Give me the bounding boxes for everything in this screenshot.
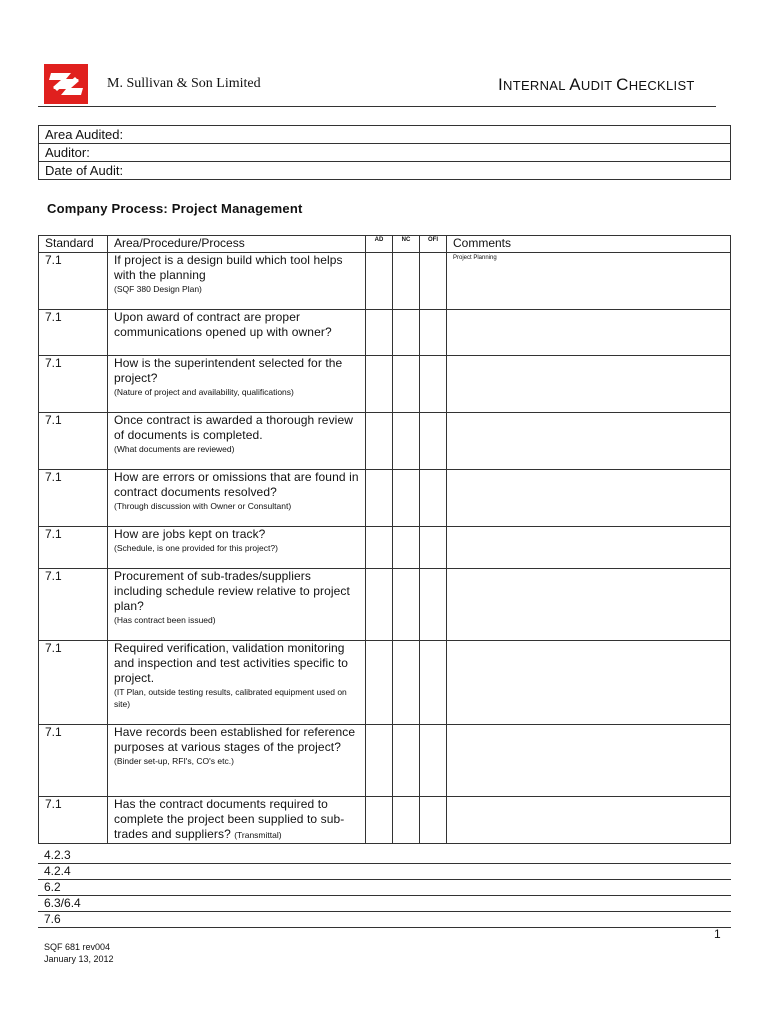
question-text: Has the contract documents required to complete the project been supplied to sub-trades and suppliers? [114, 797, 345, 841]
table-row [39, 527, 731, 569]
title-part: C [616, 75, 629, 94]
ofi-checkbox[interactable] [420, 356, 447, 413]
question-text: How are jobs kept on track? [114, 527, 266, 541]
header-ofi: OFI [420, 236, 447, 253]
page-number: 1 [714, 927, 721, 941]
standard-cell: 7.1 [39, 641, 108, 725]
ad-checkbox[interactable] [366, 725, 393, 797]
standard-cell: 7.1 [39, 310, 108, 356]
standard-cell: 7.1 [39, 797, 108, 844]
ad-checkbox[interactable] [366, 413, 393, 470]
auditor-field[interactable]: Auditor: [39, 144, 731, 162]
question-note: (Through discussion with Owner or Consultant) [114, 501, 292, 511]
standard-cell: 7.1 [39, 470, 108, 527]
nc-checkbox[interactable] [393, 310, 420, 356]
standard-cell: 7.1 [39, 253, 108, 310]
comment-cell[interactable] [447, 470, 731, 527]
ofi-checkbox[interactable] [420, 470, 447, 527]
question-note: (IT Plan, outside testing results, calibrated equipment used on site) [114, 687, 347, 709]
header-rule [38, 106, 716, 107]
comment-cell[interactable]: Project Planning [447, 253, 731, 310]
standard-cell: 7.1 [39, 527, 108, 569]
table-row [39, 413, 731, 470]
comment-cell[interactable] [447, 356, 731, 413]
company-name: M. Sullivan & Son Limited [107, 76, 261, 91]
title-part: A [569, 75, 581, 94]
ad-checkbox[interactable] [366, 527, 393, 569]
ofi-checkbox[interactable] [420, 527, 447, 569]
ofi-checkbox[interactable] [420, 413, 447, 470]
ofi-checkbox[interactable] [420, 310, 447, 356]
reference-item: 6.2 [38, 880, 731, 896]
table-row [39, 641, 731, 725]
ofi-checkbox[interactable] [420, 641, 447, 725]
question-text: Procurement of sub-trades/suppliers including schedule review relative to project plan? [114, 569, 350, 613]
title-part: HECKLIST [628, 78, 695, 93]
question-text: Required verification, validation monitoring and inspection and test activities specific to project. [114, 641, 349, 685]
area-audited-field[interactable]: Area Audited: [39, 126, 731, 144]
question-note: (Has contract been issued) [114, 615, 216, 625]
form-number: SQF 681 rev004 [44, 942, 111, 952]
table-row [39, 725, 731, 797]
comment-cell[interactable] [447, 569, 731, 641]
nc-checkbox[interactable] [393, 725, 420, 797]
nc-checkbox[interactable] [393, 797, 420, 844]
standard-cell: 7.1 [39, 569, 108, 641]
header-area: Area/Procedure/Process [108, 236, 366, 253]
question-note: (Nature of project and availability, qualifications) [114, 387, 294, 397]
ofi-checkbox[interactable] [420, 797, 447, 844]
ad-checkbox[interactable] [366, 797, 393, 844]
nc-checkbox[interactable] [393, 413, 420, 470]
question-note: (Schedule, is one provided for this project?) [114, 543, 278, 553]
standard-cell: 7.1 [39, 356, 108, 413]
table-row [39, 569, 731, 641]
nc-checkbox[interactable] [393, 569, 420, 641]
checklist-table [38, 235, 731, 844]
title-part: I [498, 75, 504, 94]
standard-cell: 7.1 [39, 413, 108, 470]
date-of-audit-field[interactable]: Date of Audit: [39, 162, 731, 180]
question-text: Upon award of contract are proper communications opened up with owner? [114, 310, 332, 339]
nc-checkbox[interactable] [393, 253, 420, 310]
nc-checkbox[interactable] [393, 356, 420, 413]
comment-cell[interactable] [447, 413, 731, 470]
table-row [39, 356, 731, 413]
question-text: How is the superintendent selected for the project? [114, 356, 343, 385]
ofi-checkbox[interactable] [420, 253, 447, 310]
ofi-checkbox[interactable] [420, 725, 447, 797]
reference-item: 6.3/6.4 [38, 896, 731, 912]
nc-checkbox[interactable] [393, 527, 420, 569]
ofi-checkbox[interactable] [420, 569, 447, 641]
title-part: UDIT [580, 78, 617, 93]
header-comments: Comments [447, 236, 731, 253]
table-row [39, 253, 731, 310]
ad-checkbox[interactable] [366, 253, 393, 310]
ad-checkbox[interactable] [366, 569, 393, 641]
ad-checkbox[interactable] [366, 356, 393, 413]
question-note: (What documents are reviewed) [114, 444, 235, 454]
ad-checkbox[interactable] [366, 310, 393, 356]
process-title: Company Process: Project Management [47, 201, 303, 216]
reference-list [38, 848, 731, 928]
table-row [39, 470, 731, 527]
nc-checkbox[interactable] [393, 641, 420, 725]
question-text: Have records been established for reference purposes at various stages of the project? [114, 725, 356, 754]
question-text: How are errors or omissions that are found in contract documents resolved? [114, 470, 359, 499]
header-nc: NC [393, 236, 420, 253]
footer [44, 941, 114, 965]
table-row [39, 797, 731, 844]
company-logo [44, 64, 88, 104]
header-standard: Standard [39, 236, 108, 253]
standard-cell: 7.1 [39, 725, 108, 797]
header-ad: AD [366, 236, 393, 253]
audit-info-table [38, 125, 731, 180]
ad-checkbox[interactable] [366, 470, 393, 527]
reference-item: 7.6 [38, 912, 731, 928]
document-title [498, 75, 695, 95]
question-note: (SQF 380 Design Plan) [114, 284, 202, 294]
question-text: If project is a design build which tool helps with the planning [114, 253, 343, 282]
question-note: (Binder set-up, RFI's, CO's etc.) [114, 756, 234, 766]
question-text: Once contract is awarded a thorough review of documents is completed. [114, 413, 353, 442]
comment-cell[interactable] [447, 641, 731, 725]
reference-item: 4.2.4 [38, 864, 731, 880]
comment-cell[interactable] [447, 797, 731, 844]
title-part: NTERNAL [503, 78, 570, 93]
reference-item: 4.2.3 [38, 848, 731, 864]
table-row [39, 310, 731, 356]
ad-checkbox[interactable] [366, 641, 393, 725]
comment-cell[interactable] [447, 527, 731, 569]
comment-cell[interactable] [447, 725, 731, 797]
question-note: (Transmittal) [234, 830, 282, 840]
comment-cell[interactable] [447, 310, 731, 356]
nc-checkbox[interactable] [393, 470, 420, 527]
revision-date: January 13, 2012 [44, 954, 114, 964]
